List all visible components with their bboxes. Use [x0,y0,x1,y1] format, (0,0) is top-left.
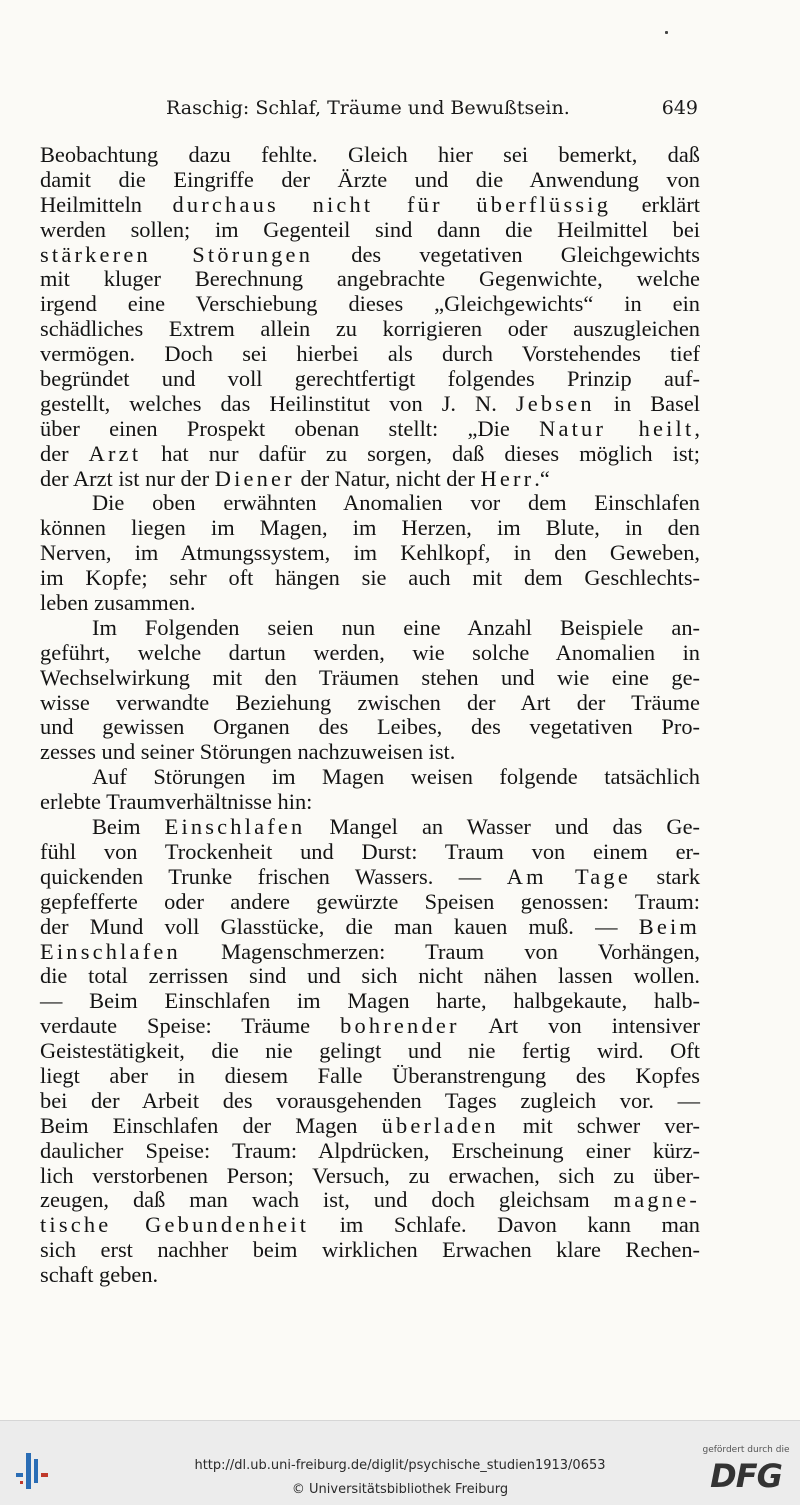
text-line [40,193,700,218]
text-line [40,317,700,342]
text-line [40,989,700,1014]
text-line [40,765,700,790]
text-line [40,442,700,467]
text-segment: des vegetativen Gleichgewichts [313,241,700,267]
text-line [40,1039,700,1064]
text-line [40,1064,700,1089]
text-line [40,392,700,417]
text-segment: der [40,440,89,466]
text-line [40,467,700,492]
text-segment: .“ [534,465,550,491]
text-line [40,940,700,965]
footer-copyright: © Universitätsbibliothek Freiburg [291,1482,509,1497]
text-segment: zesses und seiner Störungen nachzuweisen ist. [40,739,456,765]
text-segment: irgend eine Verschiebung dieses „Gleichgewichts“ in ein [40,291,700,317]
text-line [40,218,700,243]
text-line [40,342,700,367]
spaced-emphasis-text: Diener [214,465,295,491]
text-segment: mit kluger Berechnung angebrachte Gegenwichte, welche [40,266,700,292]
text-line [40,1014,700,1039]
text-segment: die total zerrissen sind und sich nicht nähen lassen wollen. [40,963,700,989]
text-segment: Die oben erwähnten Anomalien vor dem Einschlafen [92,490,700,516]
text-line [40,616,700,641]
dfg-logo: DFG [710,1457,782,1495]
spaced-emphasis-text: Einschlafen [164,814,306,840]
text-segment: im Schlafe. Davon kann man [309,1212,700,1238]
text-line [40,541,700,566]
text-segment: und gewissen Organen des Leibes, des vegetativen Pro- [40,714,700,740]
dfg-note: gefördert durch die [702,1445,790,1455]
spaced-emphasis-text: Einschlafen [40,938,181,964]
text-line [40,790,700,815]
text-line [40,267,700,292]
text-segment: der Mund voll Glasstücke, die man kauen muß. — [40,913,639,939]
text-segment: der Arzt ist nur der [40,465,215,491]
spaced-emphasis-text: durchaus nicht für überflüssig [172,191,612,217]
page-number: 649 [661,97,698,119]
text-segment: mit schwer ver- [498,1112,700,1138]
text-line [40,1263,700,1288]
text-line [40,1139,700,1164]
scan-speck [665,31,668,34]
text-segment: gepfefferte oder andere gewürzte Speisen genossen: Traum: [40,888,700,914]
spaced-emphasis-text: Arzt [88,440,142,466]
text-segment: der Natur, nicht der [294,465,481,491]
text-segment: Art von intensiver [459,1013,700,1039]
text-segment: fühl von Trockenheit und Durst: Traum von einem er- [40,838,700,864]
text-segment: Beobachtung dazu fehlte. Gleich hier sei bemerkt, daß [40,142,700,167]
text-segment: , [694,415,701,441]
text-line [40,1114,700,1139]
text-line [40,740,700,765]
text-segment: hat nur dafür zu sorgen, daß dieses möglich ist; [141,440,701,466]
text-segment: sich erst nachher beim wirklichen Erwachen klare Rechen- [40,1237,700,1263]
text-line [40,915,700,940]
spaced-emphasis-text: Beim [638,913,700,939]
spaced-emphasis-text: Am Tage [506,863,631,889]
text-segment: gestellt, welches das Heilinstitut von J. N. [40,390,516,416]
text-line [40,143,700,168]
text-line [40,666,700,691]
text-segment: begründet und voll gerechtfertigt folgendes Prinzip auf- [40,366,700,392]
spaced-emphasis-text: Herr [480,465,535,491]
text-line [40,641,700,666]
text-line [40,1089,700,1114]
text-segment: über einen Prospekt obenan stellt: „Die [40,415,540,441]
text-segment: Im Folgenden seien nun eine Anzahl Beispiele an- [92,614,700,640]
text-segment: können liegen im Magen, im Herzen, im Blute, in den [40,515,700,541]
text-line [40,964,700,989]
text-segment: verdaute Speise: Träume [40,1013,341,1039]
text-line [40,516,700,541]
text-segment: wisse verwandte Beziehung zwischen der Art der Träume [40,689,700,715]
spaced-emphasis-text: Jebsen [515,390,595,416]
text-segment: in Basel [594,390,700,416]
text-line [40,566,700,591]
text-line [40,1164,700,1189]
text-segment: Auf Störungen im Magen weisen folgende tatsächlich [92,764,700,790]
spaced-emphasis-text: bohrender [340,1013,460,1039]
body-text [40,143,700,1288]
dfg-funding-badge [700,1445,792,1501]
viewer-footer [0,1420,800,1505]
text-segment: Geistestätigkeit, die nie gelingt und nie fertig wird. Oft [40,1038,700,1064]
text-segment: liegt aber in diesem Falle Überanstrengung des Kopfes [40,1062,700,1088]
text-segment: lich verstorbenen Person; Versuch, zu erwachen, sich zu über- [40,1162,700,1188]
text-segment: schädliches Extrem allein zu korrigieren oder auszugleichen [40,316,700,342]
footer-url-link[interactable]: http://dl.ub.uni-freiburg.de/diglit/psychische_studien1913/0653 [194,1458,606,1473]
text-segment: bei der Arbeit des vorausgehenden Tages zugleich vor. — [40,1087,700,1113]
text-segment: Nerven, im Atmungssystem, im Kehlkopf, in den Geweben, [40,540,700,566]
text-segment: vermögen. Doch sei hierbei als durch Vorstehendes tief [40,341,700,367]
spaced-emphasis-text: tische Gebundenheit [40,1212,310,1238]
text-line [40,491,700,516]
spaced-emphasis-text: Natur heilt [539,415,695,441]
text-segment: im Kopfe; sehr oft hängen sie auch mit dem Geschlechts- [40,565,700,591]
spaced-emphasis-text: überladen [381,1112,499,1138]
text-segment: zeugen, daß man wach ist, und doch gleichsam [40,1187,614,1213]
text-segment: stark [630,863,701,889]
text-line [40,367,700,392]
text-line [40,292,700,317]
text-line [40,890,700,915]
text-line [40,715,700,740]
text-line [40,815,700,840]
text-segment: Magenschmerzen: Traum von Vorhängen, [180,938,700,964]
text-line [40,168,700,193]
text-segment: erlebte Traumverhältnisse hin: [40,789,313,815]
text-line [40,591,700,616]
text-segment: werden sollen; im Gegenteil sind dann die Heilmittel bei [40,216,700,242]
text-line [40,417,700,442]
text-line [40,840,700,865]
page-header [40,97,700,127]
text-segment: leben zusammen. [40,590,196,616]
text-segment: Beim Einschlafen der Magen [40,1112,382,1138]
running-title: Raschig: Schlaf, Träume und Bewußtsein. [166,97,570,119]
text-segment: erklärt [611,191,700,217]
text-segment: schaft geben. [40,1262,159,1288]
text-segment: Mangel an Wasser und das Ge- [305,814,700,840]
text-line [40,243,700,268]
spaced-emphasis-text: magne- [613,1187,700,1213]
text-segment: Beim [92,814,165,840]
text-line [40,1188,700,1213]
text-segment: quickenden Trunke frischen Wassers. — [40,863,507,889]
text-line [40,865,700,890]
text-line [40,1213,700,1238]
text-segment: daulicher Speise: Traum: Alpdrücken, Erscheinung einer kürz- [40,1137,700,1163]
text-segment: geführt, welche dartun werden, wie solche Anomalien in [40,639,700,665]
spaced-emphasis-text: stärkeren Störungen [40,241,314,267]
text-line [40,1238,700,1263]
text-segment: damit die Eingriffe der Ärzte und die Anwendung von [40,166,700,192]
text-segment: Wechselwirkung mit den Träumen stehen und wie eine ge- [40,664,700,690]
text-segment: Heilmitteln [40,191,173,217]
text-segment: — Beim Einschlafen im Magen harte, halbgekaute, halb- [40,988,700,1014]
text-line [40,691,700,716]
